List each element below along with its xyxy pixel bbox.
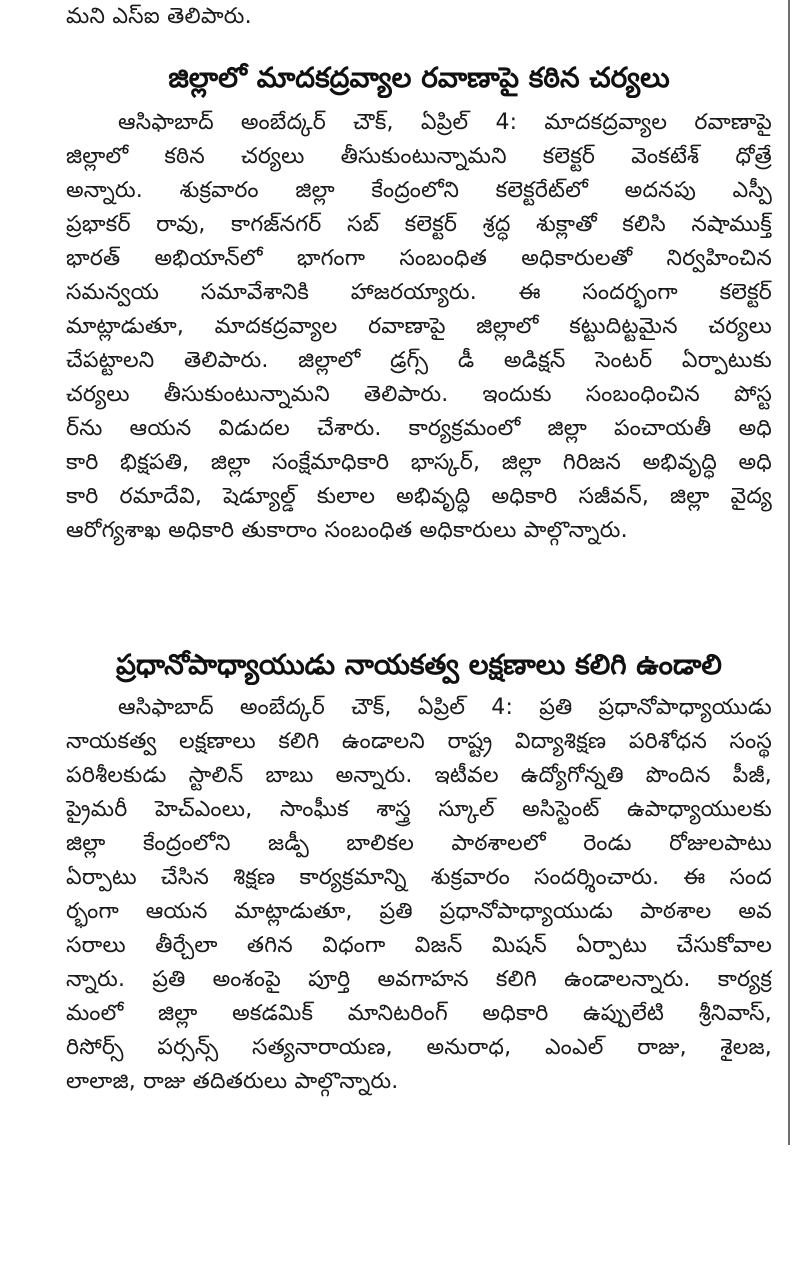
column-divider	[788, 0, 790, 1145]
article-drug-control-line: ఆసిఫాబాద్ అంబేద్కర్ చౌక్, ఏప్రిల్ 4: మాదకద్రవ్యాల రవాణాపై	[118, 110, 772, 135]
article-drug-control-line: కారి భిక్షపతి, జిల్లా సంక్షేమాధికారి భాస్కర్, జిల్లా గిరిజన అభివృద్ధి అధి	[66, 450, 772, 475]
article-headmaster-line: సరాలు తీర్చేలా తగిన విధంగా విజన్ మిషన్ ఏర్పాటు చేసుకోవాల	[66, 933, 772, 958]
article-drug-control-line: మాట్లాడుతూ, మాదకద్రవ్యాల రవాణాపై జిల్లాలో కట్టుదిట్టమైన చర్యలు	[66, 314, 772, 339]
article-headmaster-line: నాయకత్వ లక్షణాలు కలిగి ఉండాలని రాష్ట్ర విద్యాశిక్షణ పరిశోధన సంస్థ	[66, 729, 772, 754]
article-drug-control-line: జిల్లాలో కఠిన చర్యలు తీసుకుంటున్నామని కలెక్టర్ వెంకటేశ్ ధోత్రే	[66, 144, 772, 169]
article-headmaster-line: న్నారు. ప్రతి అంశంపై పూర్తి అవగాహన కలిగి ఉండాలన్నారు. కార్యక్ర	[66, 967, 772, 992]
article-headmaster-line: ఆసిఫాబాద్ అంబేద్కర్ చౌక్, ఏప్రిల్ 4: ప్రతి ప్రధానోపాధ్యాయుడు	[118, 695, 772, 720]
article-drug-control-line: ర్‌ను ఆయన విడుదల చేశారు. కార్యక్రమంలో జిల్లా పంచాయతీ అధి	[66, 416, 772, 441]
article-drug-control-headline: జిల్లాలో మాదకద్రవ్యాల రవాణాపై కఠిన చర్యలు	[168, 61, 670, 94]
article-drug-control	[66, 58, 772, 548]
article-headmaster-headline: ప్రధానోపాధ్యాయుడు నాయకత్వ లక్షణాలు కలిగి ఉండాలి	[116, 648, 722, 681]
article-headmaster-line: ర్భంగా ఆయన మాట్లాడుతూ, ప్రతి ప్రధానోపాధ్యాయుడు పాఠశాల అవ	[66, 899, 772, 924]
article-headmaster-line: ఏర్పాటు చేసిన శిక్షణ కార్యక్రమాన్ని శుక్రవారం సందర్శించారు. ఈ సంద	[66, 865, 772, 890]
article-drug-control-line: సమన్వయ సమావేశానికి హాజరయ్యారు. ఈ సందర్భంగా కలెక్టర్	[66, 280, 772, 305]
article-drug-control-line: భారత్ అభియాన్‌లో భాగంగా సంబంధిత అధికారులతో నిర్వహించిన	[66, 246, 772, 271]
article-headmaster-line: మంలో జిల్లా అకడమిక్ మానిటరింగ్ అధికారి ఉప్పులేటి శ్రీనివాస్,	[66, 1001, 772, 1026]
article-headmaster-line: ప్రైమరీ హెచ్ఎంలు, సాంఘీక శాస్త్ర స్కూల్ అసిస్టెంట్ ఉపాధ్యాయులకు	[66, 797, 772, 822]
article-drug-control-line: ప్రభాకర్ రావు, కాగజ్‌నగర్ సబ్ కలెక్టర్ శ్రద్ధ శుక్లాతో కలిసి నషాముక్త్	[66, 212, 772, 237]
article-headmaster-line: లాలాజి, రాజు తదితరులు పాల్గొన్నారు.	[66, 1069, 399, 1094]
article-drug-control-line: అన్నారు. శుక్రవారం జిల్లా కేంద్రంలోని కలెక్టరేట్‌లో అదనపు ఎస్పీ	[66, 178, 772, 203]
article-drug-control-line: ఆరోగ్యశాఖ అధికారి తుకారాం సంబంధిత అధికారులు పాల్గొన్నారు.	[66, 518, 628, 543]
article-headmaster-body	[66, 691, 772, 1099]
previous-article-last-line: మని ఎస్ఐ తెలిపారు.	[66, 4, 252, 29]
article-headmaster-line: పరిశీలకుడు స్టాలిన్ బాబు అన్నారు. ఇటీవల ఉద్యోగోన్నతి పొందిన పీజీ,	[66, 763, 772, 788]
previous-article-fragment	[66, 0, 772, 34]
article-drug-control-line: చేపట్టాలని తెలిపారు. జిల్లాలో డ్రగ్స్ డీ అడిక్షన్ సెంటర్ ఏర్పాటుకు	[66, 348, 772, 373]
article-drug-control-line: చర్యలు తీసుకుంటున్నామని తెలిపారు. ఇందుకు సంబంధించిన పోస్ట	[66, 382, 772, 407]
article-headmaster-line: జిల్లా కేంద్రంలోని జడ్పీ బాలికల పాఠశాలలో రెండు రోజులపాటు	[66, 831, 772, 856]
article-headmaster-leadership	[66, 645, 772, 1099]
article-drug-control-line: కారి రమాదేవి, షెడ్యూల్డ్ కులాల అభివృద్ధి అధికారి సజీవన్, జిల్లా వైద్య	[66, 484, 772, 509]
article-headmaster-line: రిసోర్స్ పర్సన్స్ సత్యనారాయణ, అనురాధ, ఎంఎల్ రాజు, శైలజ,	[66, 1035, 772, 1060]
article-drug-control-body	[66, 106, 772, 548]
